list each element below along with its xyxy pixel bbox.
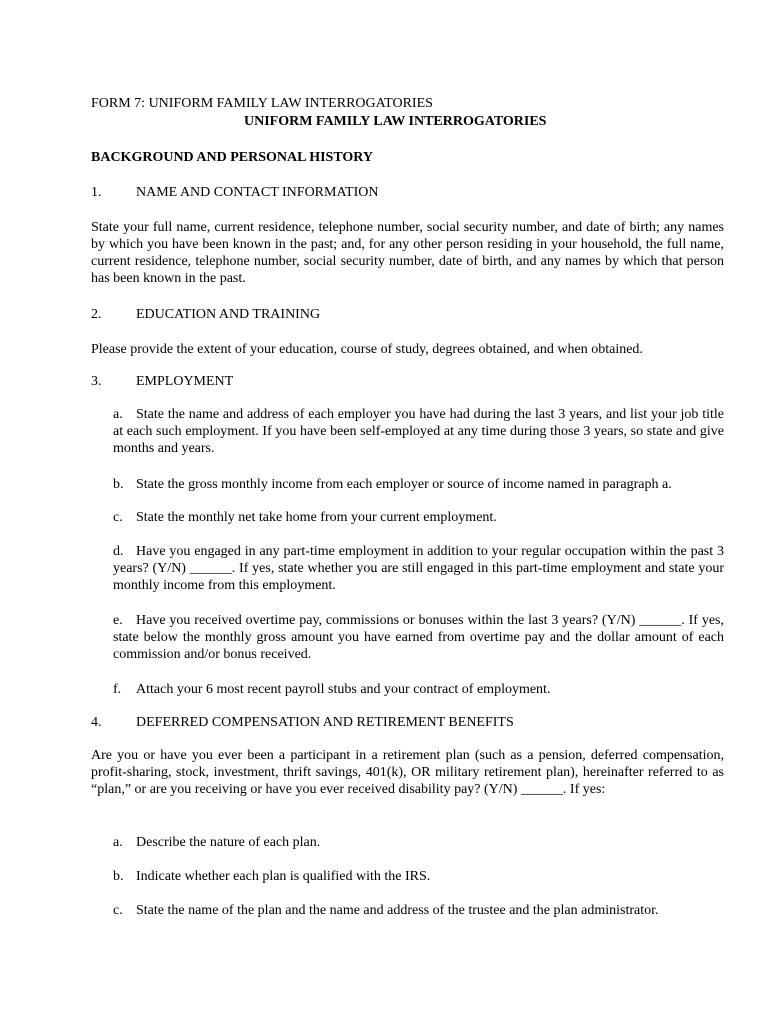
subitem-text: Have you engaged in any part-time employment in addition to your regular occupation within the past 3 years? (Y/N) ______. If yes, state whether you are still engaged in this part-time employment and state your monthly income from this employment.: [113, 544, 724, 593]
subitem-3b: [113, 476, 724, 493]
subitem-text: State the name and address of each employer you have had during the last 3 years, and list your job title at each such employment. If you have been self-employed at any time during those 3 years, so state and give months and years.: [113, 407, 724, 456]
subitem-letter: b.: [113, 477, 124, 492]
item-number: 3.: [91, 374, 102, 389]
subitem-3d: [113, 543, 724, 594]
item-body-name-contact: [91, 219, 724, 287]
subitem-text: Indicate whether each plan is qualified with the IRS.: [136, 869, 431, 884]
document-title: UNIFORM FAMILY LAW INTERROGATORIES: [244, 114, 547, 129]
item-heading-employment: EMPLOYMENT: [136, 374, 234, 389]
section-heading: BACKGROUND AND PERSONAL HISTORY: [91, 150, 374, 165]
subitem-4b: [113, 868, 724, 885]
subitem-4c: [113, 902, 724, 919]
subitem-text: State the gross monthly income from each employer or source of income named in paragraph a.: [136, 477, 672, 492]
item-body-retirement: [91, 747, 724, 798]
paragraph-text: Are you or have you ever been a participant in a retirement plan (such as a pension, deferred compensation, profit-sharing, stock, investment, thrift savings, 401(k), OR military retirement plan), hereinafter referred to as “plan,” or are you receiving or have you ever received disability pay? (Y/N) ______. If yes:: [91, 748, 724, 797]
item-number: 1.: [91, 185, 102, 200]
subitem-letter: f.: [113, 682, 122, 697]
subitem-letter: c.: [113, 903, 123, 918]
form-title: FORM 7: UNIFORM FAMILY LAW INTERROGATORIES: [91, 96, 433, 111]
subitem-letter: d.: [113, 544, 124, 559]
subitem-letter: a.: [113, 835, 123, 850]
subitem-4a: [113, 834, 724, 851]
subitem-letter: b.: [113, 869, 124, 884]
subitem-text: Attach your 6 most recent payroll stubs and your contract of employment.: [136, 682, 551, 697]
subitem-text: State the monthly net take home from your current employment.: [136, 510, 497, 525]
subitem-3c: [113, 509, 724, 526]
item-heading-name-contact: NAME AND CONTACT INFORMATION: [136, 185, 379, 200]
subitem-letter: c.: [113, 510, 123, 525]
item-number: 2.: [91, 307, 102, 322]
subitem-letter: a.: [113, 407, 123, 422]
paragraph-text: Please provide the extent of your education, course of study, degrees obtained, and when obtained.: [91, 342, 643, 357]
paragraph-text: State your full name, current residence, telephone number, social security number, and date of birth; any names by which you have been known in the past; and, for any other person residing in your household, the full name, current residence, telephone number, social security number, date of birth, and any names by which that person has been known in the past.: [91, 220, 724, 286]
item-heading-retirement: DEFERRED COMPENSATION AND RETIREMENT BENEFITS: [136, 715, 514, 730]
subitem-letter: e.: [113, 613, 123, 628]
subitem-text: Describe the nature of each plan.: [136, 835, 321, 850]
subitem-3e: [113, 612, 724, 663]
subitem-3f: [113, 681, 724, 698]
item-number: 4.: [91, 715, 102, 730]
subitem-text: Have you received overtime pay, commissions or bonuses within the last 3 years? (Y/N) ______. If yes, state below the monthly gross amount you have earned from overtime pay and the dollar amount of each commission and/or bonus received.: [113, 613, 724, 662]
item-heading-education: EDUCATION AND TRAINING: [136, 307, 321, 322]
subitem-text: State the name of the plan and the name and address of the trustee and the plan administrator.: [136, 903, 659, 918]
item-body-education: [91, 341, 724, 358]
subitem-3a: [113, 406, 724, 457]
